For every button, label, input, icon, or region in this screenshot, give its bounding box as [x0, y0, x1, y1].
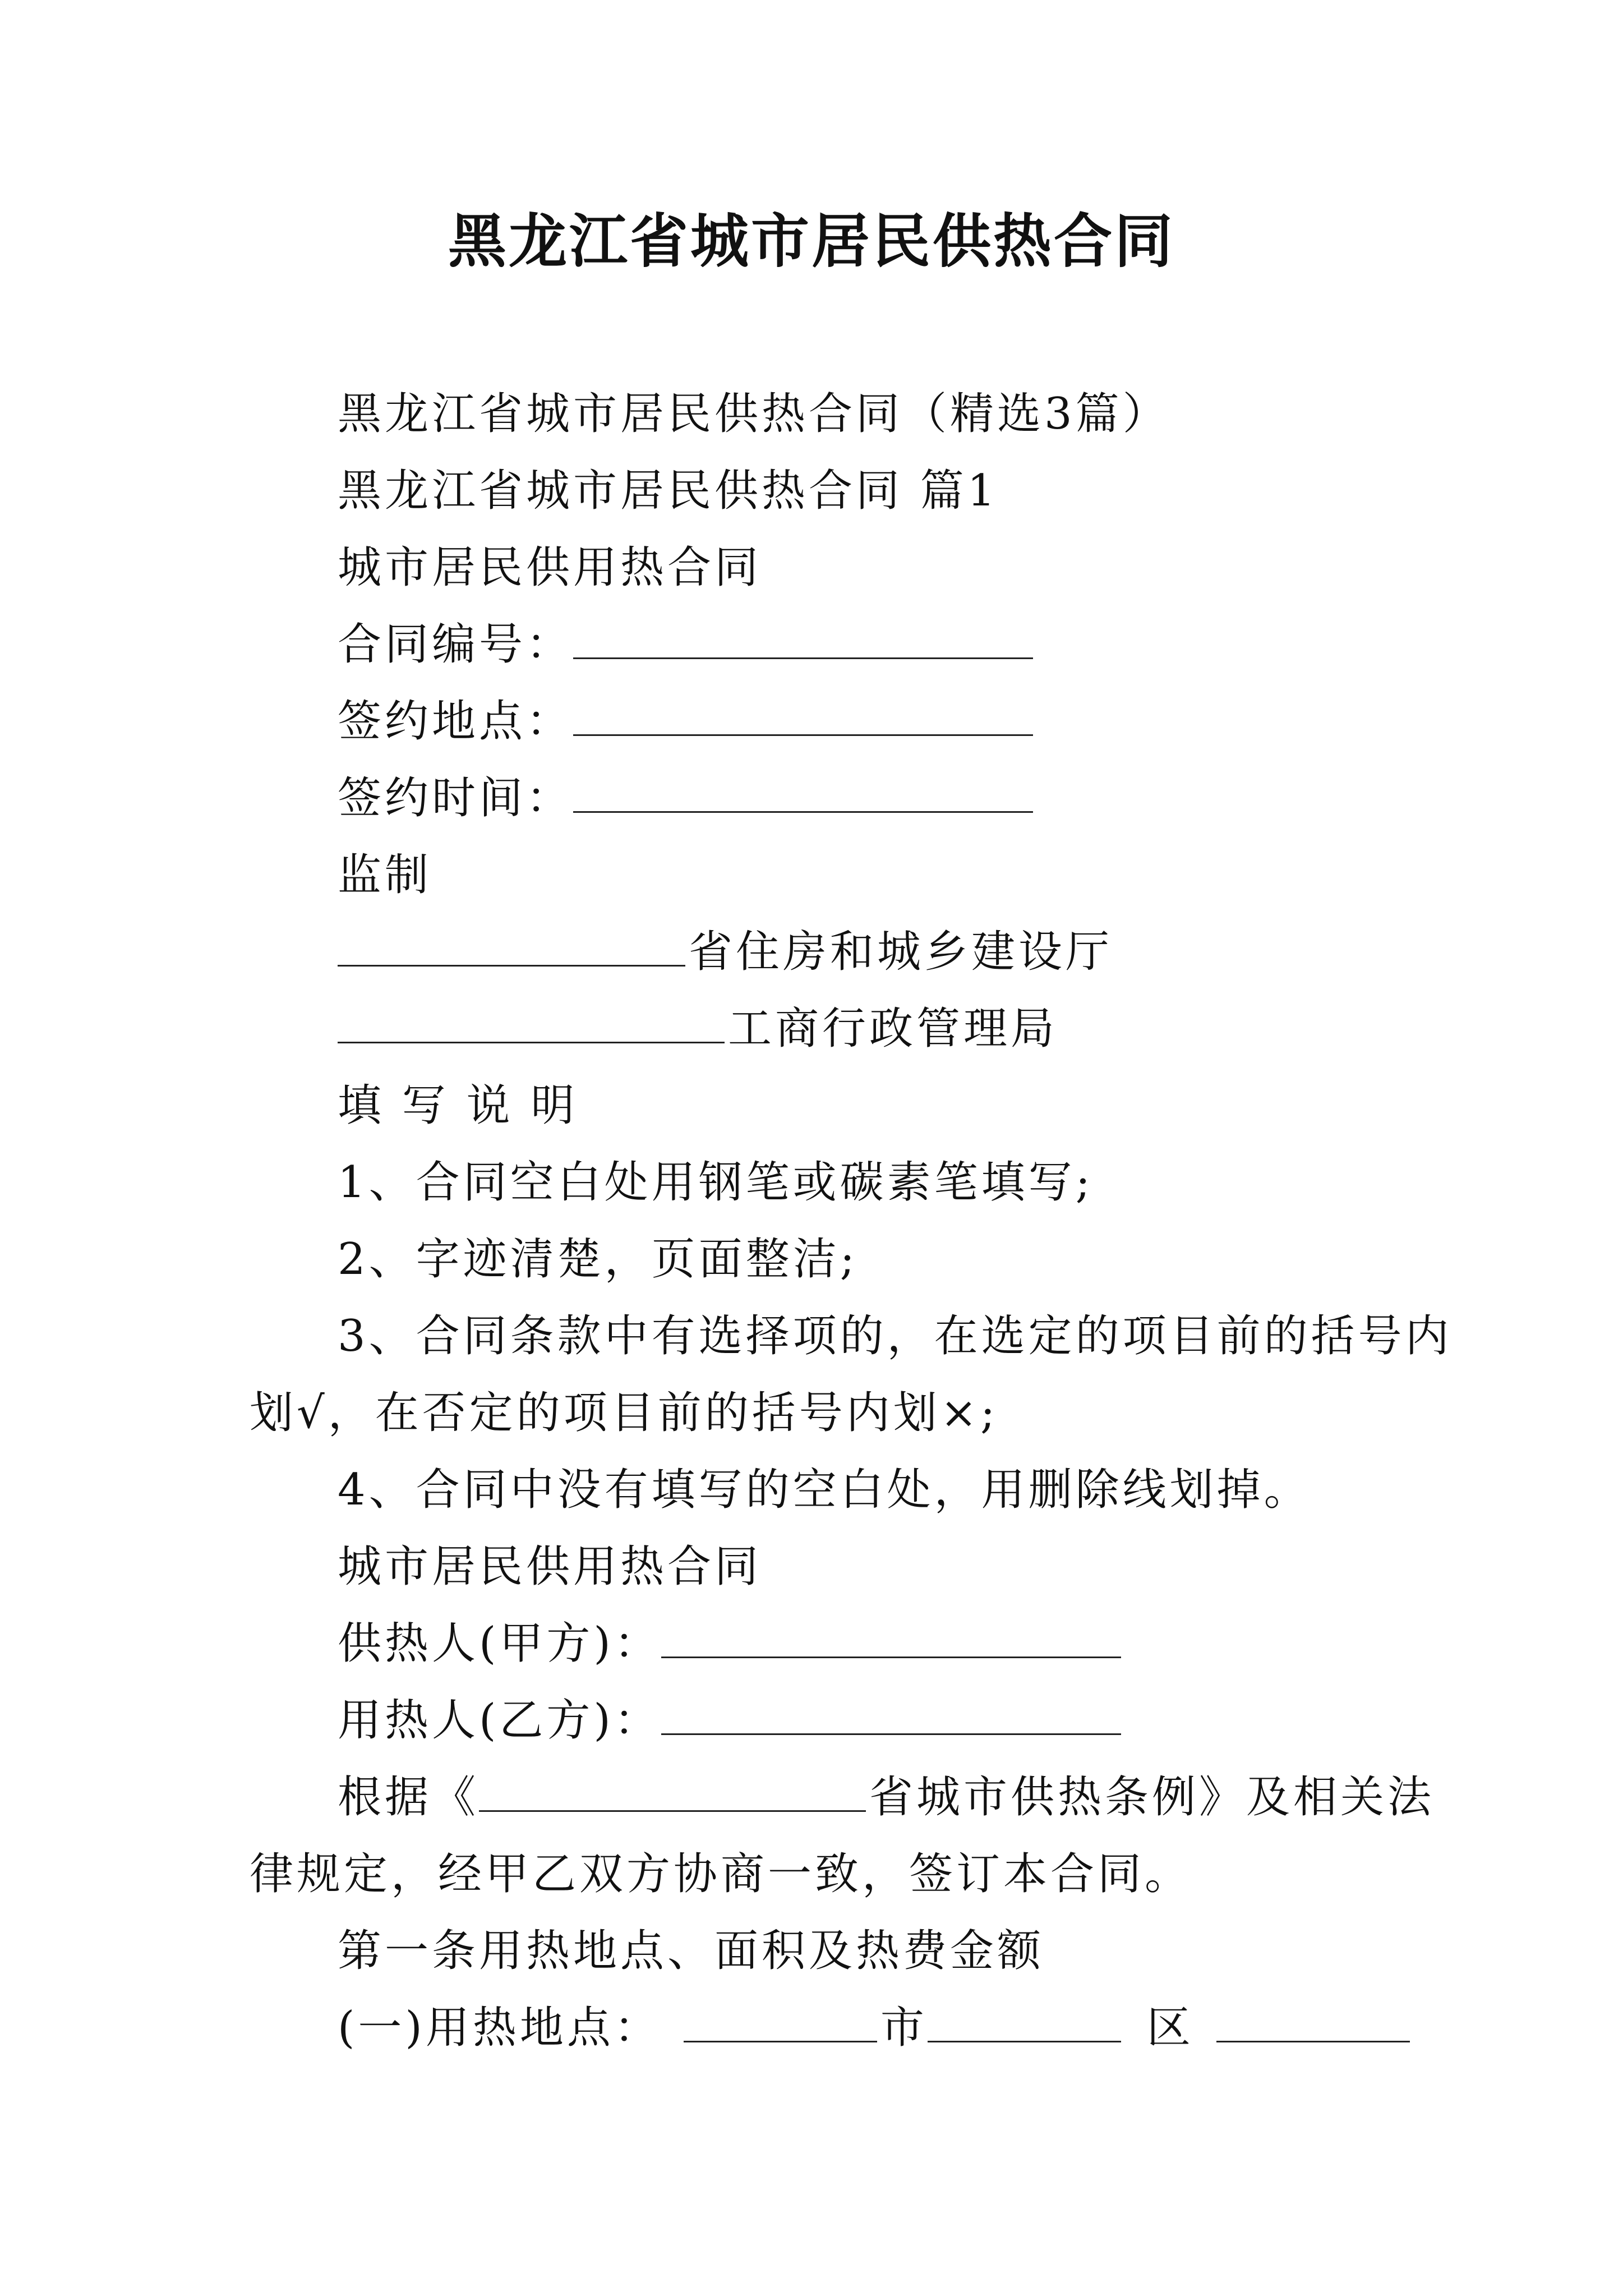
- basis-line-2: 律规定，经甲乙双方协商一致，签订本合同。: [250, 1849, 1192, 1899]
- sign-time-label: 签约时间：: [338, 773, 574, 823]
- contract-name: 城市居民供用热合同: [338, 542, 762, 593]
- city-label: 市: [880, 2003, 928, 2053]
- supervision-dept2-line: [0, 1001, 1623, 1057]
- sign-place-label: 签约地点：: [338, 696, 574, 747]
- party-b-label: 用热人(乙方)：: [338, 1695, 661, 1746]
- city-blank[interactable]: [684, 2001, 877, 2042]
- article-1-heading: 第一条用热地点、面积及热费金额: [338, 1926, 1045, 1976]
- supervision-dept1: 省住房和城乡建设厅: [689, 927, 1113, 977]
- basis-prefix: 根据《: [338, 1772, 479, 1823]
- location-line: [0, 2000, 1623, 2056]
- instructions-heading: 填 写 说 明: [338, 1080, 578, 1131]
- instruction-item-2: 2、字迹清楚，页面整洁;: [338, 1234, 858, 1285]
- party-a-blank[interactable]: [661, 1617, 1121, 1658]
- contract-no-blank[interactable]: [573, 618, 1033, 659]
- instruction-item-4: 4、合同中没有填写的空白处，用删除线划掉。: [338, 1465, 1311, 1515]
- party-b-blank[interactable]: [661, 1694, 1121, 1735]
- province-blank[interactable]: [338, 926, 685, 967]
- district-blank[interactable]: [1216, 2001, 1410, 2042]
- supervision-heading: 监制: [338, 850, 432, 900]
- party-a-line: [0, 1616, 1623, 1672]
- supervision-dept2: 工商行政管理局: [728, 1004, 1058, 1054]
- bureau-blank[interactable]: [338, 1002, 725, 1043]
- basis-province-blank[interactable]: [479, 1771, 866, 1812]
- district-label: 区: [1146, 2003, 1194, 2053]
- basis-line: [0, 1769, 1623, 1825]
- contract-name-2: 城市居民供用热合同: [338, 1542, 762, 1592]
- contract-no-line: [0, 616, 1623, 673]
- contract-no-label: 合同编号：: [338, 619, 574, 670]
- subtitle: 黑龙江省城市居民供热合同（精选3篇）: [338, 389, 1170, 439]
- part-heading: 黑龙江省城市居民供热合同 篇1: [338, 466, 999, 516]
- instruction-item-1: 1、合同空白处用钢笔或碳素笔填写;: [338, 1157, 1094, 1208]
- basis-suffix: 省城市供热条例》及相关法: [869, 1772, 1435, 1823]
- location-label: (一)用热地点：: [338, 2003, 661, 2053]
- instruction-item-3: 3、合同条款中有选择项的，在选定的项目前的括号内: [338, 1311, 1453, 1361]
- instruction-item-3-cont: 划√，在否定的项目前的括号内划×;: [250, 1388, 999, 1438]
- party-b-line: [0, 1692, 1623, 1749]
- district-city-blank[interactable]: [928, 2001, 1121, 2042]
- sign-time-line: [0, 770, 1623, 826]
- document-title: 黑龙江省城市居民供热合同: [448, 206, 1175, 275]
- supervision-dept1-line: [0, 924, 1623, 980]
- sign-time-blank[interactable]: [573, 772, 1033, 813]
- sign-place-blank[interactable]: [573, 695, 1033, 736]
- sign-place-line: [0, 693, 1623, 749]
- party-a-label: 供热人(甲方)：: [338, 1618, 661, 1669]
